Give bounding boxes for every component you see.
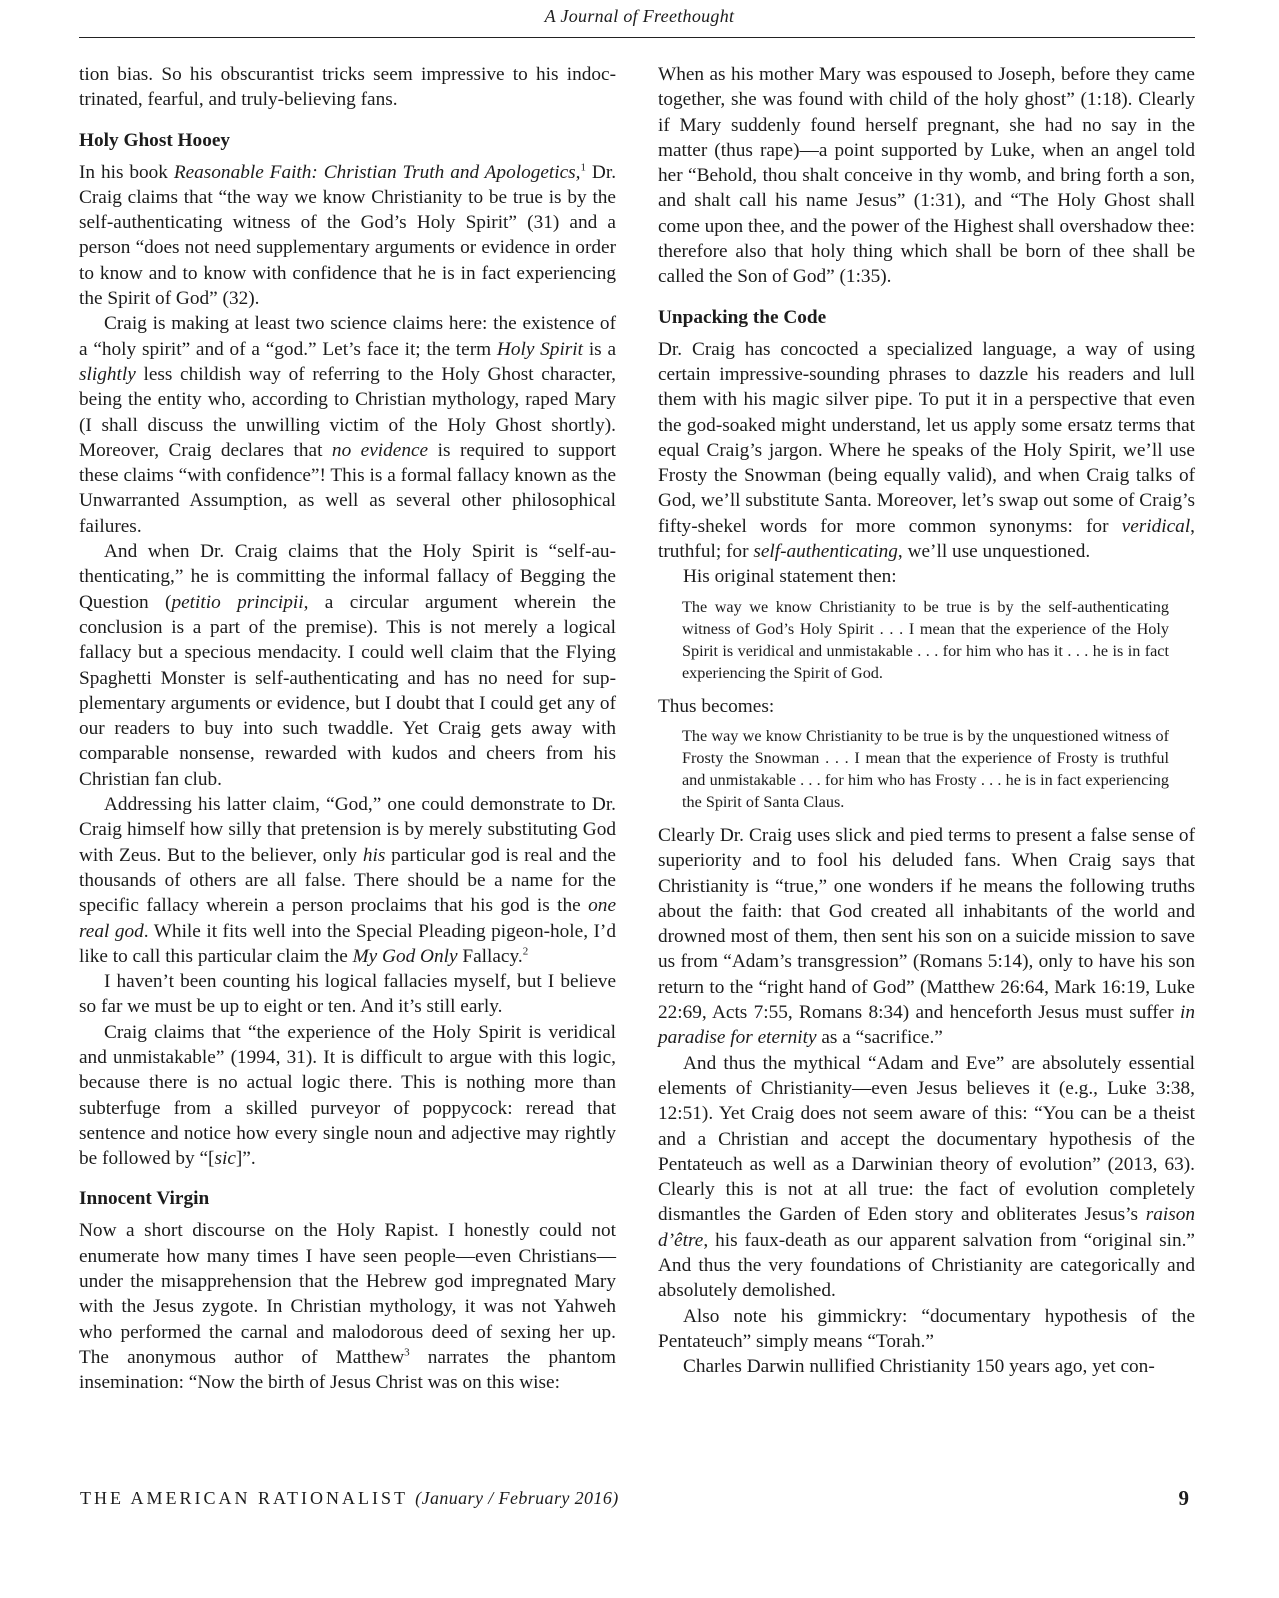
paragraph: When as his mother Mary was espoused to Joseph, before they came together, she was found with child of the holy ghost” (1:18). Clearly if Mary suddenly found herself pregnant, she had no say in the matter (thus rape)—a point supported by Luke, when an angel told her “Behold, thou shalt conceive in thy womb, and bring forth a son, and shalt call his name Jesus” (1:31), and “The Holy Ghost shall come upon thee, and the power of the Highest shall overshadow thee: therefore also that holy thing which shall be born of thee shall be called the Son of God” (1:35).	[658, 64, 1195, 288]
section-heading-holy-ghost: Holy Ghost Hooey	[79, 129, 231, 151]
paragraph: Thus becomes:	[658, 695, 775, 717]
section-heading-innocent-virgin: Innocent Virgin	[79, 1188, 210, 1210]
paragraph: Addressing his latter claim, “God,” one could demonstrate to Dr. Craig himself how silly that pretension is by merely substituting God with Zeus. But to the believer, only his particular god is real and the thousands of others are all false. There should be a name for the specific fallacy wherein a person proclaims that his god is the one real god. While it fits well into the Special Pleading pigeon-hole, I’d like to call this particular claim the My God Only Fallacy.$^2$	[79, 794, 616, 967]
paragraph: His original statement then:	[683, 566, 897, 588]
issue-date: (January / February 2016)	[415, 1488, 619, 1508]
running-header: A Journal of Freethought	[544, 6, 735, 26]
footnote-marker: 2	[522, 945, 529, 958]
footnote-marker: 1	[580, 161, 587, 174]
paragraph: Charles Darwin nullified Christianity 150 years ago, yet con-	[683, 1356, 1155, 1378]
paragraph: Craig is making at least two science claims here: the existence of a “holy spirit” and of a “god.” Let’s face it; the term Holy Spirit is a slightly less childish way of referring to the Holy Ghost character, being the entity who, according to Christian mythology, raped Mary (I shall discuss the unwilling victim of the Holy Ghost shortly). Moreover, Craig declares that no evidence is required to support these claims “with confidence”! This is a formal fallacy known as the Unwarranted Assumption, as well as several other philosophical failures.	[79, 313, 617, 537]
paragraph: And when Dr. Craig claims that the Holy Spirit is “self-authenticating,” he is committing the informal fallacy of Begging the Question (petitio principii, a circular argument wherein the conclusion is a part of the premise). This is not merely a logical fallacy but a specious mendacity. I could well claim that the Flying Spaghetti Monster is self-authenticating and has no need for supplementary arguments or evidence, but I doubt that I could get any of our readers to buy into such twaddle. Yet Craig gets away with comparable nonsense, rewarded with kudos and cheers from his Christian fan club.	[79, 541, 616, 790]
paragraph-intro: tion bias. So his obscurantist tricks seem impressive to his indoctrinated, fearful, and truly-believing fans.	[79, 64, 616, 111]
block-quote-original: The way we know Christianity to be true is by the self-authenticating witness of God’s Holy Spirit . . . I mean that the experience of the Holy Spirit is veridical and unmistakable . . . for him who has it . . . he is in fact experiencing the Spirit of God.	[682, 597, 1169, 682]
section-heading-unpacking: Unpacking the Code	[658, 306, 827, 328]
paragraph: I haven’t been counting his logical fallacies myself, but I believe so far we must be up to eight or ten. And it’s still early.	[79, 971, 616, 1018]
journal-name: THE AMERICAN RATIONALIST	[80, 1488, 408, 1508]
footnote-marker: 3	[404, 1346, 410, 1359]
paragraph: And thus the mythical “Adam and Eve” are absolutely essential elements of Christianity—even Jesus believes it (e.g., Luke 3:38, 12:51). Yet Craig does not seem aware of this: “You can be a theist and a Christian and accept the documentary hypothesis of the Pentateuch as well as a Darwinian theory of evolution” (2013, 63). Clearly this is not at all true: the fact of evolution completely dismantles the Garden of Eden story and obliterates Jesus’s raison d’être, his faux-death as our apparent salvation from “original sin.” And thus the very foundations of Christianity are categorically and absolutely demolished.	[658, 1052, 1195, 1302]
paragraph: Now a short discourse on the Holy Rapist. I honestly could not enumerate how many times I have seen people—even Christians—under the misapprehension that the Hebrew god impregnated Mary with the Jesus zygote. In Christian mythology, it was not Yahweh who performed the carnal and malodorous deed of sexing her up. The anonymous author of Matthew$^3$ narrates the phantom insemination: “Now the birth of Jesus Christ was on this wise:	[79, 1220, 616, 1394]
header-rule	[79, 37, 1195, 38]
block-quote-rewritten: The way we know Christianity to be true is by the unquestioned witness of Frosty the Snowman . . . I mean that the experience of Frosty is truthful and unmistakable . . . for him who has Frosty . . . he is in fact experiencing the Spirit of Santa Claus.	[682, 726, 1169, 811]
paragraph: In his book Reasonable Faith: Christian Truth and Apologetics,$^1$ Dr. Craig claims that “the way we know Christianity to be true is by the self-authenticating witness of the God’s Holy Spirit” (31) and a person “does not need supplementary arguments or evidence in order to know and to know with confidence that he is in fact experiencing the Spirit of God” (32).	[79, 161, 617, 310]
page-number: 9	[1178, 1486, 1189, 1510]
footer-journal-title	[80, 1488, 619, 1509]
paragraph: Dr. Craig has concocted a specialized language, a way of using certain impressive-sounding phrases to dazzle his readers and lull them with his magic silver pipe. To put it in a perspective that even the god-soaked might understand, let us apply some ersatz terms that equal Craig’s jargon. Where he speaks of the Holy Spirit, we’ll use Frosty the Snowman (being equally valid), and when Craig talks of God, we’ll substitute Santa. Moreover, let’s swap out some of Craig’s fifty-shekel words for more common synonyms: for veridical, truthful; for self-authenticating, we’ll use unquestioned.	[658, 338, 1195, 563]
left-column	[79, 62, 616, 1396]
paragraph: Clearly Dr. Craig uses slick and pied terms to present a false sense of superiority and to fool his deluded fans. When Craig says that Christianity is “true,” one wonders if he means the following truths about the faith: that God created all inhabitants of the world and drowned most of them, then sent his son on a suicide mission to save us from “Adam’s transgression” (Romans 5:14), only to have his son return to the “right hand of God” (Matthew 26:64, Mark 16:19, Luke 22:69, Acts 7:55, Romans 8:34) and henceforth Jesus must suffer in paradise for eternity as a “sacrifice.”	[658, 824, 1195, 1049]
right-column	[658, 62, 1195, 1379]
paragraph: Also note his gimmickry: “documentary hypothesis of the Pentateuch” simply means “Torah.”	[658, 1305, 1195, 1352]
paragraph: Craig claims that “the experience of the Holy Spirit is veridical and unmistakable” (1994, 31). It is difficult to argue with this logic, because there is no actual logic there. This is nothing more than subterfuge from a skilled purveyor of poppycock: reread that sentence and notice how every single noun and adjective may rightly be followed by “[sic]”.	[79, 1021, 616, 1170]
